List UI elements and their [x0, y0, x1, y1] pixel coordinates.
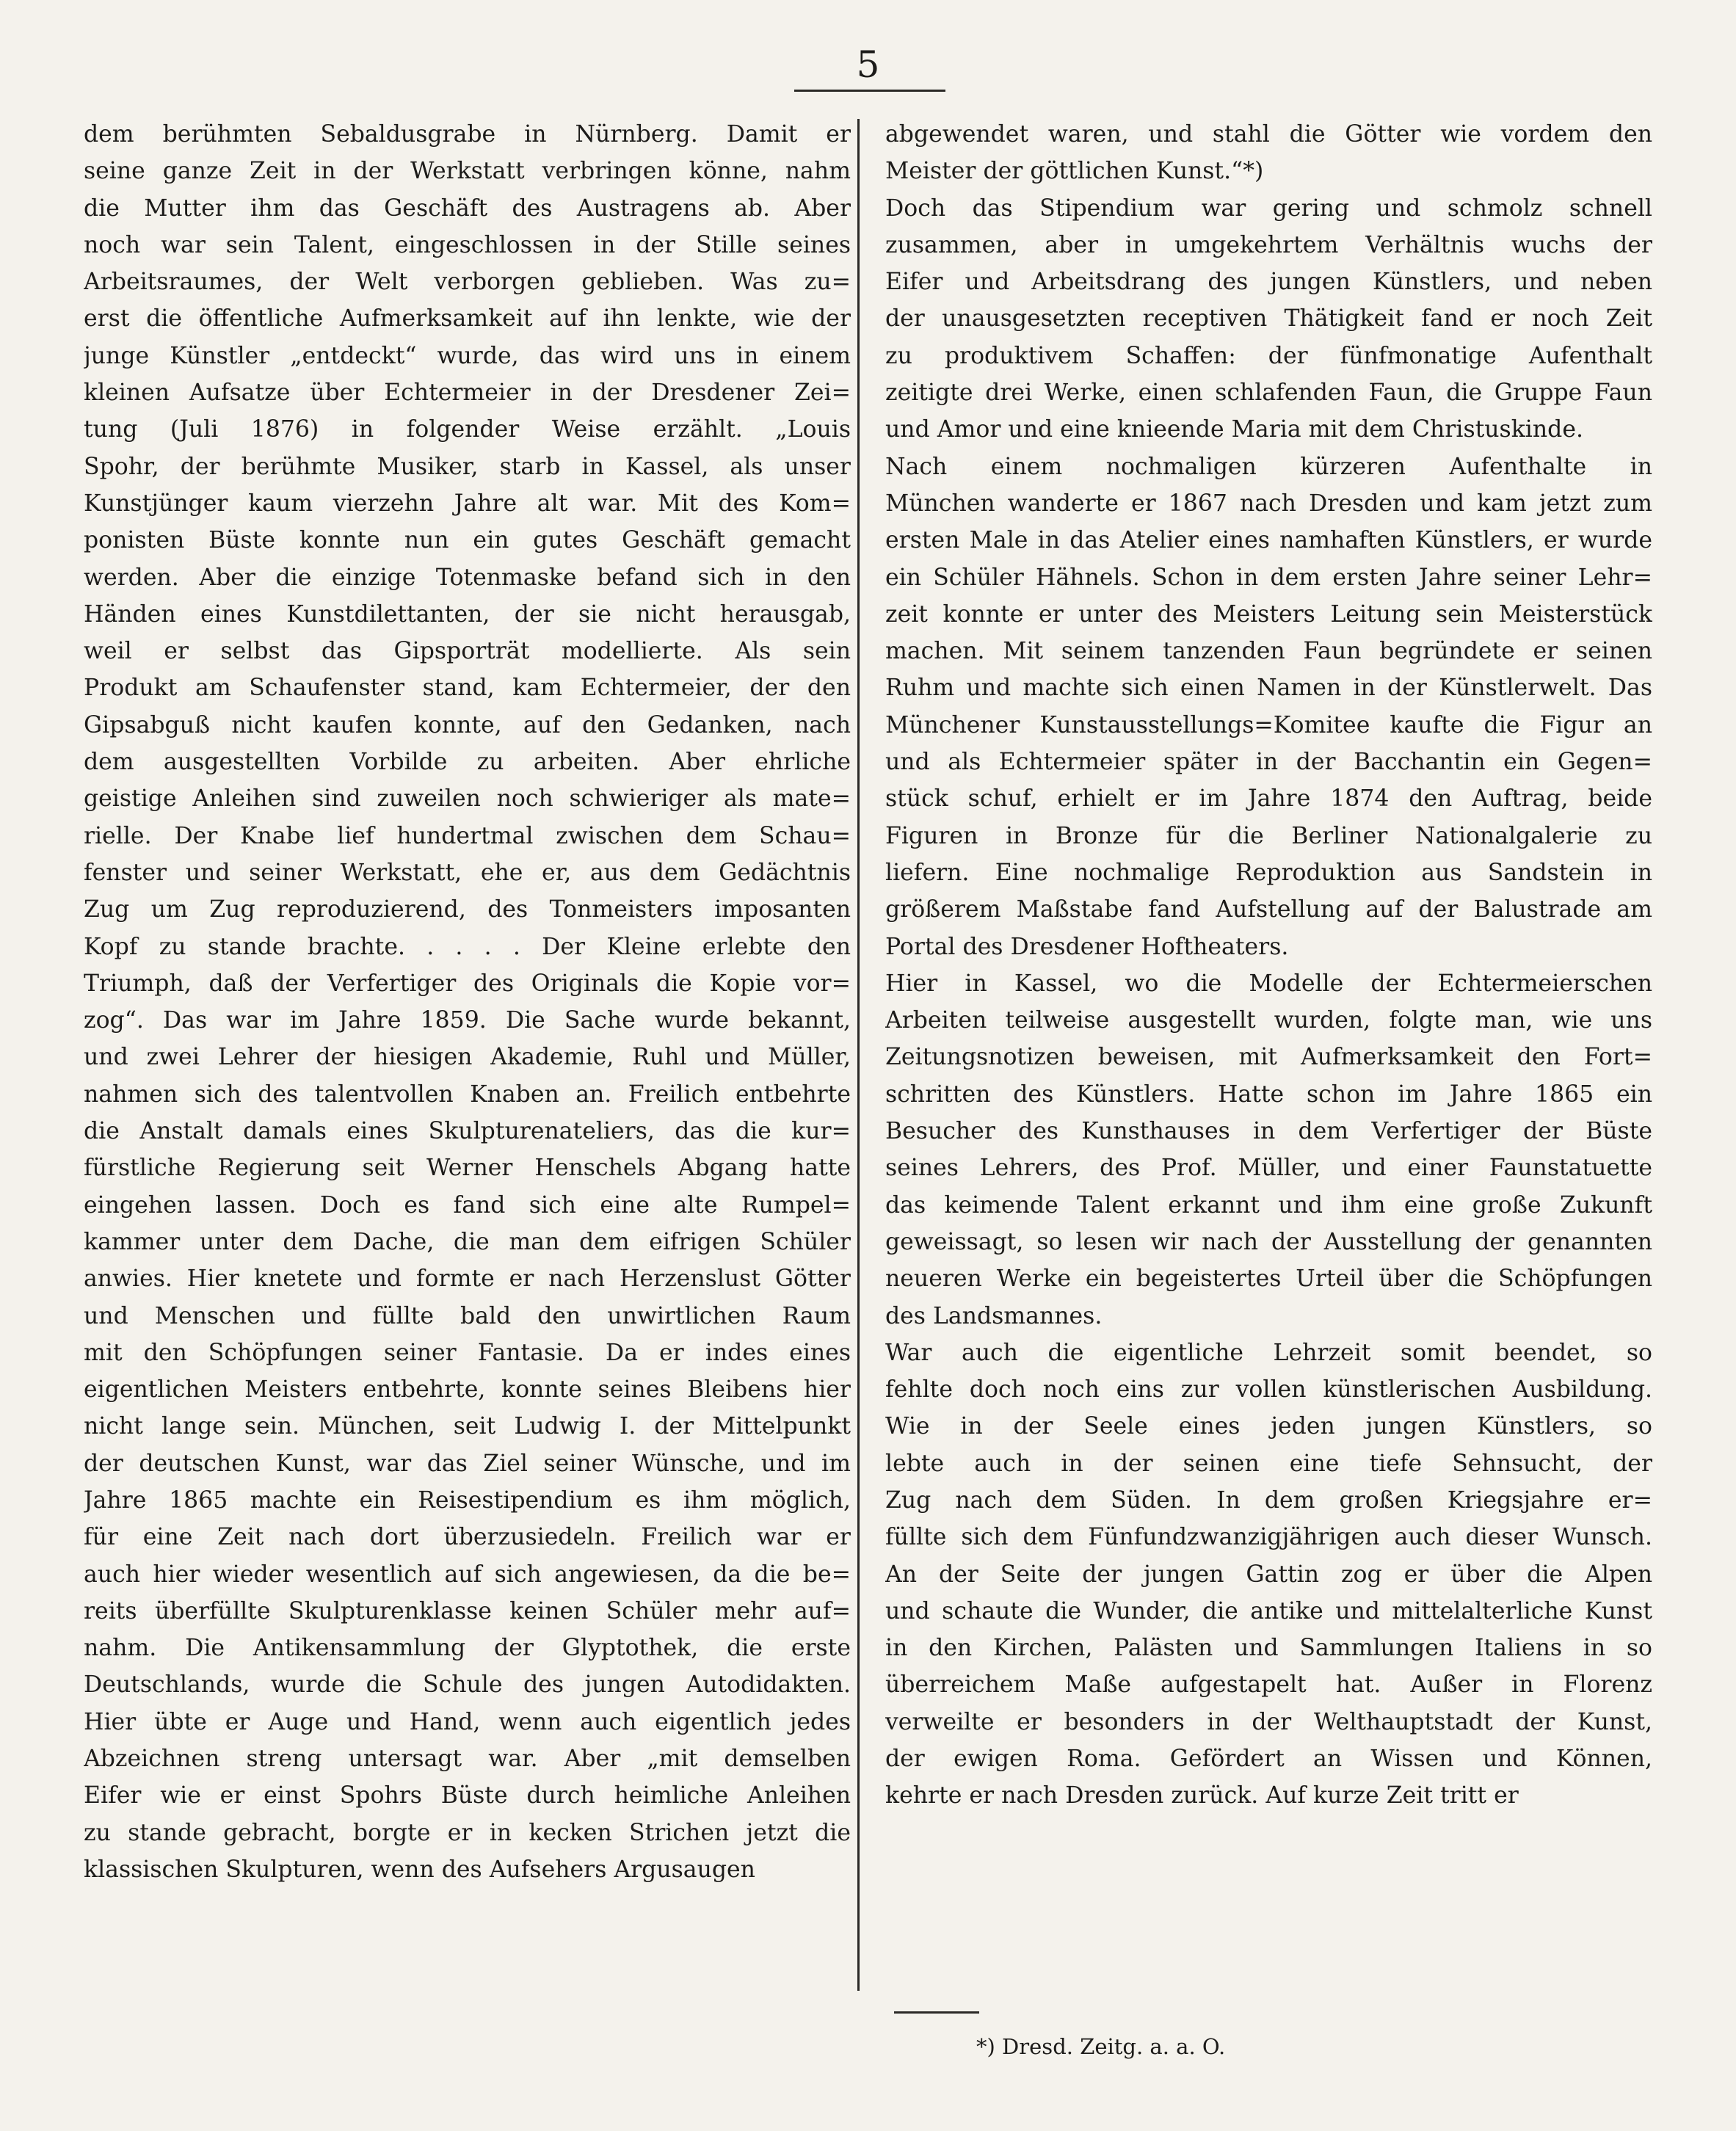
text-line: Jahre 1865 machte ein Reisestipendium es ihm möglich, — [84, 1486, 851, 1514]
text-line: Zeitungsnotizen beweisen, mit Aufmerksamkeit den Fort= — [885, 1044, 1652, 1071]
text-line: die Mutter ihm das Geschäft des Austragens ab. Aber — [84, 195, 851, 222]
text-line: Hier übte er Auge und Hand, wenn auch eigentlich jedes — [84, 1708, 851, 1735]
text-line: anwies. Hier knetete und formte er nach Herzenslust Götter — [84, 1266, 851, 1293]
text-line: Besucher des Kunsthauses in dem Verfertiger der Büste — [885, 1118, 1652, 1145]
text-line: zeitigte drei Werke, einen schlafenden Faun, die Gruppe Faun — [885, 380, 1652, 407]
text-line: klassischen Skulpturen, wenn des Aufsehers Argusaugen — [84, 1856, 755, 1883]
page-number-rule — [794, 90, 945, 92]
text-line: noch war sein Talent, eingeschlossen in der Stille seines — [84, 231, 851, 258]
text-line: eingehen lassen. Doch es fand sich eine alte Rumpel= — [84, 1191, 851, 1219]
right-column — [885, 116, 1652, 2025]
text-line: Arbeitsraumes, der Welt verborgen geblieben. Was zu= — [84, 269, 851, 296]
text-line: überreichem Maße aufgestapelt hat. Außer in Florenz — [885, 1671, 1652, 1699]
text-line: München wanderte er 1867 nach Dresden und kam jetzt zum — [885, 490, 1652, 517]
text-line: mit den Schöpfungen seiner Fantasie. Da er indes eines — [84, 1339, 851, 1366]
text-line: Hier in Kassel, wo die Modelle der Echtermeierschen — [885, 970, 1652, 997]
text-line: ersten Male in das Atelier eines namhaften Künstlers, er wurde — [885, 527, 1652, 554]
text-line: geistige Anleihen sind zuweilen noch schwieriger als mate= — [84, 785, 851, 813]
text-line: kehrte er nach Dresden zurück. Auf kurze Zeit tritt er — [885, 1782, 1519, 1809]
text-line: abgewendet waren, und stahl die Götter wie vordem den — [885, 121, 1652, 148]
text-line: War auch die eigentliche Lehrzeit somit beendet, so — [885, 1339, 1652, 1366]
text-line: ein Schüler Hähnels. Schon in dem ersten Jahre seiner Lehr= — [885, 564, 1652, 591]
text-line: fehlte doch noch eins zur vollen künstlerischen Ausbildung. — [885, 1376, 1652, 1404]
left-column — [84, 116, 851, 2025]
text-line: lebte auch in der seinen eine tiefe Sehnsucht, der — [885, 1450, 1652, 1477]
text-line: die Anstalt damals eines Skulpturenateliers, das die kur= — [84, 1118, 851, 1145]
text-line: dem ausgestellten Vorbilde zu arbeiten. Aber ehrliche — [84, 749, 851, 776]
text-line: kammer unter dem Dache, die man dem eifrigen Schüler — [84, 1228, 851, 1255]
text-line: Eifer und Arbeitsdrang des jungen Künstlers, und neben — [885, 269, 1652, 296]
text-line: nahmen sich des talentvollen Knaben an. Freilich entbehrte — [84, 1081, 851, 1108]
text-line: und Amor und eine knieende Maria mit dem Christuskinde. — [885, 416, 1583, 443]
text-line: Zug um Zug reproduzierend, des Tonmeisters imposanten — [84, 896, 851, 923]
text-line: Portal des Dresdener Hoftheaters. — [885, 933, 1289, 960]
text-line: des Landsmannes. — [885, 1302, 1103, 1329]
text-line: Münchener Kunstausstellungs=Komitee kaufte die Figur an — [885, 711, 1652, 738]
text-line: zu stande gebracht, borgte er in kecken Strichen jetzt die — [84, 1819, 851, 1846]
text-line: Spohr, der berühmte Musiker, starb in Kassel, als unser — [84, 453, 851, 480]
text-line: Eifer wie er einst Spohrs Büste durch heimliche Anleihen — [84, 1782, 851, 1809]
text-line: das keimende Talent erkannt und ihm eine große Zukunft — [885, 1191, 1652, 1219]
text-line: Produkt am Schaufenster stand, kam Echtermeier, der den — [84, 675, 851, 702]
column-divider — [857, 119, 860, 1991]
text-line: und schaute die Wunder, die antike und mittelalterliche Kunst — [885, 1597, 1652, 1624]
text-line: junge Künstler „entdeckt“ wurde, das wird uns in einem — [84, 342, 851, 369]
text-line: Arbeiten teilweise ausgestellt wurden, folgte man, wie uns — [885, 1007, 1652, 1034]
text-line: reits überfüllte Skulpturenklasse keinen Schüler mehr auf= — [84, 1597, 851, 1624]
text-line: Kunstjünger kaum vierzehn Jahre alt war. Mit des Kom= — [84, 490, 851, 517]
text-line: seines Lehrers, des Prof. Müller, und einer Faunstatuette — [885, 1155, 1652, 1182]
text-line: seine ganze Zeit in der Werkstatt verbringen könne, nahm — [84, 158, 851, 185]
footnote-rule — [894, 2011, 979, 2014]
text-line: Meister der göttlichen Kunst.“*) — [885, 158, 1264, 185]
text-line: eigentlichen Meisters entbehrte, konnte seines Bleibens hier — [84, 1376, 851, 1404]
text-line: und als Echtermeier später in der Bacchantin ein Gegen= — [885, 749, 1652, 776]
text-line: Nach einem nochmaligen kürzeren Aufenthalte in — [885, 453, 1652, 480]
text-line: füllte sich dem Fünfundzwanzigjährigen auch dieser Wunsch. — [885, 1524, 1652, 1551]
text-line: Abzeichnen streng untersagt war. Aber „mit demselben — [84, 1746, 851, 1773]
text-line: Gipsabguß nicht kaufen konnte, auf den Gedanken, nach — [84, 711, 851, 738]
text-line: weil er selbst das Gipsporträt modellierte. Als sein — [84, 638, 851, 665]
text-line: nicht lange sein. München, seit Ludwig I. der Mittelpunkt — [84, 1413, 851, 1440]
text-line: erst die öffentliche Aufmerksamkeit auf ihn lenkte, wie der — [84, 305, 851, 333]
text-line: der unausgesetzten receptiven Thätigkeit fand er noch Zeit — [885, 305, 1652, 333]
text-line: rielle. Der Knabe lief hundertmal zwischen dem Schau= — [84, 822, 851, 849]
page-number: 5 — [856, 43, 880, 86]
text-line: machen. Mit seinem tanzenden Faun begründete er seinen — [885, 638, 1652, 665]
text-line: für eine Zeit nach dort überzusiedeln. Freilich war er — [84, 1524, 851, 1551]
text-line: Zug nach dem Süden. In dem großen Kriegsjahre er= — [885, 1486, 1652, 1514]
text-line: werden. Aber die einzige Totenmaske befand sich in den — [84, 564, 851, 591]
text-line: der deutschen Kunst, war das Ziel seiner Wünsche, und im — [84, 1450, 851, 1477]
text-line: dem berühmten Sebaldusgrabe in Nürnberg. Damit er — [84, 121, 851, 148]
text-line: Deutschlands, wurde die Schule des jungen Autodidakten. — [84, 1671, 851, 1699]
text-line: nahm. Die Antikensammlung der Glyptothek, die erste — [84, 1635, 851, 1662]
text-line: neueren Werke ein begeistertes Urteil über die Schöpfungen — [885, 1266, 1652, 1293]
footnote: *) Dresd. Zeitg. a. a. O. — [976, 2034, 1226, 2059]
text-line: tung (Juli 1876) in folgender Weise erzählt. „Louis — [84, 416, 851, 443]
text-line: größerem Maßstabe fand Aufstellung auf der Balustrade am — [885, 896, 1652, 923]
text-line: liefern. Eine nochmalige Reproduktion aus Sandstein in — [885, 859, 1652, 886]
text-line: der ewigen Roma. Gefördert an Wissen und Können, — [885, 1746, 1652, 1773]
text-line: fürstliche Regierung seit Werner Henschels Abgang hatte — [84, 1155, 851, 1182]
text-line: in den Kirchen, Palästen und Sammlungen Italiens in so — [885, 1635, 1652, 1662]
text-line: und zwei Lehrer der hiesigen Akademie, Ruhl und Müller, — [84, 1044, 851, 1071]
text-line: Ruhm und machte sich einen Namen in der Künstlerwelt. Das — [885, 675, 1652, 702]
text-line: Triumph, daß der Verfertiger des Originals die Kopie vor= — [84, 970, 851, 997]
text-line: ponisten Büste konnte nun ein gutes Geschäft gemacht — [84, 527, 851, 554]
text-line: geweissagt, so lesen wir nach der Ausstellung der genannten — [885, 1228, 1652, 1255]
text-line: zog“. Das war im Jahre 1859. Die Sache wurde bekannt, — [84, 1007, 851, 1034]
text-line: auch hier wieder wesentlich auf sich angewiesen, da die be= — [84, 1561, 851, 1588]
text-line: Wie in der Seele eines jeden jungen Künstlers, so — [885, 1413, 1652, 1440]
text-line: Kopf zu stande brachte. . . . . Der Kleine erlebte den — [84, 933, 851, 960]
text-line: An der Seite der jungen Gattin zog er über die Alpen — [885, 1561, 1652, 1588]
text-line: zu produktivem Schaffen: der fünfmonatige Aufenthalt — [885, 342, 1652, 369]
text-line: kleinen Aufsatze über Echtermeier in der Dresdener Zei= — [84, 380, 851, 407]
text-line: Figuren in Bronze für die Berliner Nationalgalerie zu — [885, 822, 1652, 849]
text-line: Händen eines Kunstdilettanten, der sie nicht herausgab, — [84, 600, 851, 628]
text-line: verweilte er besonders in der Welthauptstadt der Kunst, — [885, 1708, 1652, 1735]
text-line: zusammen, aber in umgekehrtem Verhältnis wuchs der — [885, 231, 1652, 258]
text-line: schritten des Künstlers. Hatte schon im Jahre 1865 ein — [885, 1081, 1652, 1108]
text-line: stück schuf, erhielt er im Jahre 1874 den Auftrag, beide — [885, 785, 1652, 813]
text-line: und Menschen und füllte bald den unwirtlichen Raum — [84, 1302, 851, 1329]
text-line: fenster und seiner Werkstatt, ehe er, aus dem Gedächtnis — [84, 859, 851, 886]
text-line: zeit konnte er unter des Meisters Leitung sein Meisterstück — [885, 600, 1652, 628]
text-line: Doch das Stipendium war gering und schmolz schnell — [885, 195, 1652, 222]
